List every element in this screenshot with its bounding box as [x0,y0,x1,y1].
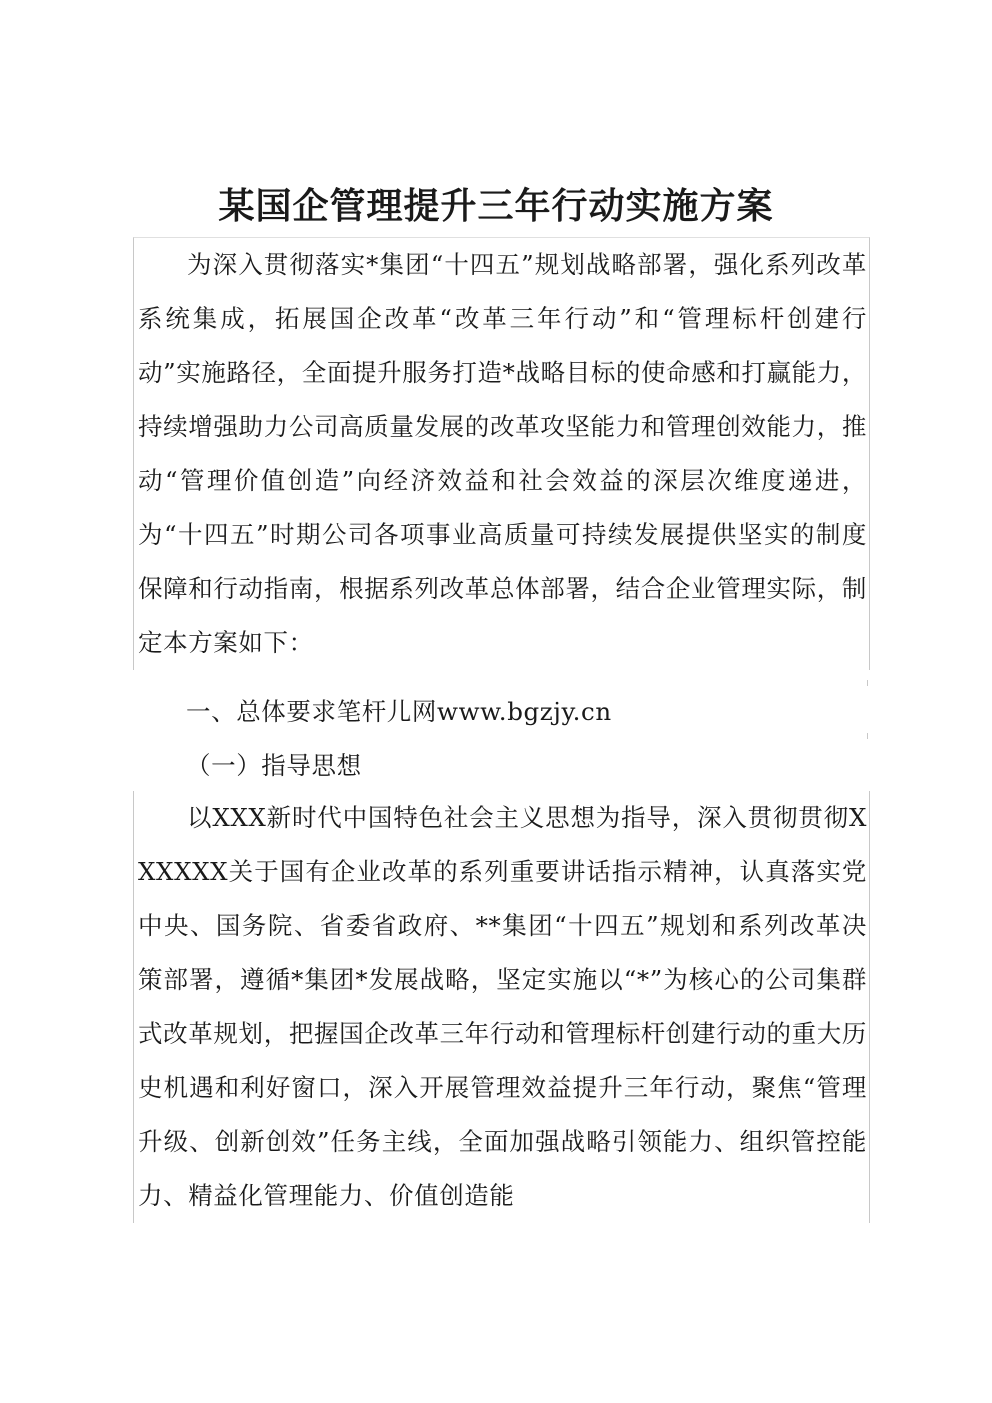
subsection-heading-guiding-ideology: （一）指导思想 [186,751,362,780]
intro-paragraph: 为深入贯彻落实*集团“十四五”规划战略部署，强化系列改革系统集成，拓展国企改革“改革三年行动”和“管理标杆创建行动”实施路径，全面提升服务打造*战略目标的使命感和打赢能力，持续增强助力公司高质量发展的改革攻坚能力和管理创效能力，推动“管理价值创造”向经济效益和社会效益的深层次维度递进，为“十四五”时期公司各项事业高质量可持续发展提供坚实的制度保障和行动指南，根据系列改革总体部署，结合企业管理实际，制定本方案如下： [138,250,867,657]
section-heading-general-requirements: 一、总体要求笔杆儿网www.bgzjy.cn [186,697,612,726]
intro-block [133,237,870,670]
guiding-paragraph: 以XXX新时代中国特色社会主义思想为指导，深入贯彻贯彻XXXXXX关于国有企业改革的系列重要讲话指示精神，认真落实党中央、国务院、省委省政府、**集团“十四五”规划和系列改革决策部署，遵循*集团*发展战略，坚定实施以“*”为核心的公司集群式改革规划，把握国企改革三年行动和管理标杆创建行动的重大历史机遇和利好窗口，深入开展管理效益提升三年行动，聚焦“管理升级、创新创效”任务主线，全面加强战略引领能力、组织管控能力、精益化管理能力、价值创造能 [138,803,867,1210]
document-title: 某国企管理提升三年行动实施方案 [218,185,774,227]
guiding-block [133,791,870,1223]
